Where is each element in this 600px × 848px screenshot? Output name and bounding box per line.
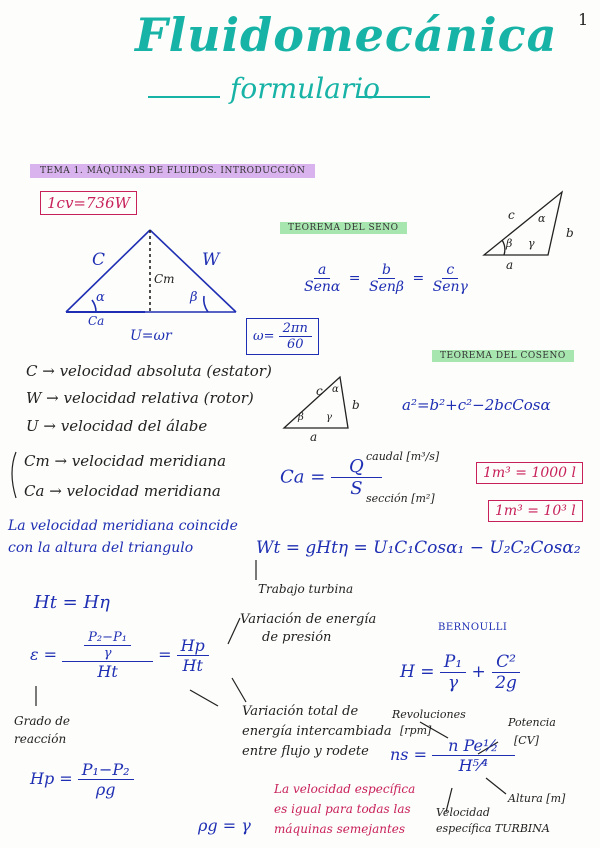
grado-note-2: reacción <box>14 732 67 746</box>
total-note-3: entre flujo y rodete <box>242 744 369 759</box>
epsilon-ht: Ht <box>182 656 203 675</box>
triangle-label-w: W <box>202 250 220 270</box>
page-subtitle: formulario <box>230 72 381 105</box>
cos-tri-c: c <box>316 384 323 398</box>
sine-den-c: Senγ <box>432 279 468 295</box>
cos-tri-alpha: α <box>332 384 339 395</box>
pressure-note-2: de presión <box>262 630 332 645</box>
epsilon-gamma: γ <box>103 646 112 661</box>
epsilon-p-diff: P₂−P₁ <box>84 630 131 646</box>
triangle-label-c: C <box>92 250 106 270</box>
sine-theorem-label: TEOREMA DEL SENO <box>280 222 407 234</box>
topic-heading: TEMA 1. MÁQUINAS DE FLUIDOS. INTRODUCCIÓN <box>30 164 315 178</box>
sine-tri-gamma: γ <box>528 237 535 250</box>
bernoulli-p1: P₁ <box>440 652 466 673</box>
page-title: Fluidomecánica <box>135 8 558 62</box>
ns-power-1: Potencia <box>508 716 556 729</box>
sine-den-b: Senβ <box>369 279 404 295</box>
m3-power-box: 1m³ = 10³ l <box>488 500 583 522</box>
hp-formula <box>30 760 134 799</box>
sine-num-a: a <box>314 262 330 279</box>
velocity-triangle <box>66 230 236 312</box>
def-cm: Cm → velocidad meridiana <box>24 452 227 470</box>
sine-den-a: Senα <box>304 279 341 295</box>
ns-height: Altura [m] <box>508 792 566 805</box>
ns-formula <box>390 736 515 775</box>
m3-liters-box: 1m³ = 1000 l <box>476 462 583 484</box>
triangle-label-beta: β <box>190 290 198 305</box>
seccion-label: sección [m²] <box>366 492 435 505</box>
triangle-label-alpha: α <box>96 290 105 305</box>
ns-num: n Pe½ <box>432 736 514 756</box>
ns-vel-2: específica TURBINA <box>436 822 550 835</box>
sine-theorem-formula: $\frac{a}{\text{Senα}}$ = $\frac{b}{\text{Senβ}}$ = $\frac{c}{\text{Senγ}}$ <box>300 262 472 295</box>
bernoulli-c2: C² <box>492 652 520 673</box>
bernoulli-lhs: H = <box>400 662 435 682</box>
cm-note-line1: La velocidad meridiana coincide <box>8 518 238 534</box>
triangle-label-u: U=ωr <box>130 328 172 344</box>
caudal-den: S <box>350 478 363 499</box>
bernoulli-formula: H = $\frac{\text{P₁}}{\gamma}$ + $\frac{\text{C²}}{2g}$ <box>400 652 521 693</box>
ns-vel-1: Velocidad <box>436 806 490 819</box>
def-ca: Ca → velocidad meridiana <box>24 482 221 500</box>
pressure-note-1: Variación de energía <box>240 612 377 627</box>
bernoulli-gamma: γ <box>447 673 459 693</box>
cos-tri-beta: β <box>298 412 304 423</box>
caudal-lhs: Ca = <box>280 466 326 488</box>
cv-conversion-box: 1cv=736W <box>40 191 137 215</box>
ns-den: H⁵⁄⁴ <box>458 756 489 775</box>
red-note-2: es igual para todas las <box>274 802 411 816</box>
sine-num-c: c <box>442 262 458 279</box>
triangle-label-ca: Ca <box>88 314 105 328</box>
cos-tri-a: a <box>310 430 318 444</box>
page-number: 1 <box>578 10 589 29</box>
epsilon-formula <box>30 630 209 681</box>
turbine-work-label: Trabajo turbina <box>258 582 354 596</box>
bernoulli-2g: 2g <box>495 673 517 693</box>
bernoulli-label: BERNOULLI <box>438 622 508 633</box>
turbine-work-formula: Wt = gHtη = U₁C₁Cosα₁ − U₂C₂Cosα₂ <box>256 538 581 558</box>
epsilon-den: Ht <box>97 662 118 681</box>
def-c: C → velocidad absoluta (estator) <box>26 362 272 380</box>
ht-formula: Ht = Hη <box>34 592 110 613</box>
cosine-theorem-label: TEOREMA DEL COSENO <box>432 350 574 362</box>
def-w: W → velocidad relativa (rotor) <box>26 389 254 407</box>
sine-tri-alpha: α <box>538 212 546 225</box>
cosine-theorem-formula: a²=b²+c²−2bcCosα <box>402 396 551 414</box>
omega-den: 60 <box>286 337 304 352</box>
cos-tri-gamma: γ <box>326 412 332 423</box>
sine-tri-a: a <box>506 258 514 272</box>
ns-rev-1: Revoluciones <box>392 708 466 721</box>
grado-note-1: Grado de <box>14 714 70 728</box>
omega-formula-box <box>246 318 319 355</box>
hp-lhs: Hp = <box>30 769 73 788</box>
total-note-1: Variación total de <box>242 704 359 719</box>
hp-num: P₁−P₂ <box>78 760 134 780</box>
red-note-3: máquinas semejantes <box>274 822 406 836</box>
epsilon-lhs: ε = <box>30 645 58 664</box>
epsilon-hp: Hp <box>177 636 209 656</box>
total-note-2: energía intercambiada <box>242 724 392 739</box>
omega-num: 2πn <box>279 321 312 337</box>
sine-triangle <box>484 192 562 255</box>
rho-g-gamma: ρg = γ <box>198 816 251 835</box>
red-note-1: La velocidad específica <box>274 782 416 796</box>
ns-power-2: [CV] <box>514 734 539 747</box>
ns-lhs: ns = <box>390 745 428 764</box>
hp-den: ρg <box>95 780 116 799</box>
cm-note-line2: con la altura del triangulo <box>8 540 194 556</box>
omega-lhs: ω= <box>253 329 275 344</box>
def-u: U → velocidad del álabe <box>26 417 208 435</box>
ns-rev-2: [rpm] <box>400 724 432 737</box>
caudal-label: caudal [m³/s] <box>366 450 440 463</box>
sine-tri-c: c <box>508 208 515 222</box>
sine-tri-beta: β <box>506 237 513 250</box>
caudal-num: Q <box>331 456 382 478</box>
cos-tri-b: b <box>352 398 360 412</box>
triangle-label-cm: Cm <box>154 272 175 286</box>
epsilon-eq: = <box>158 645 172 664</box>
sine-num-b: b <box>378 262 395 279</box>
sine-tri-b: b <box>566 226 574 240</box>
